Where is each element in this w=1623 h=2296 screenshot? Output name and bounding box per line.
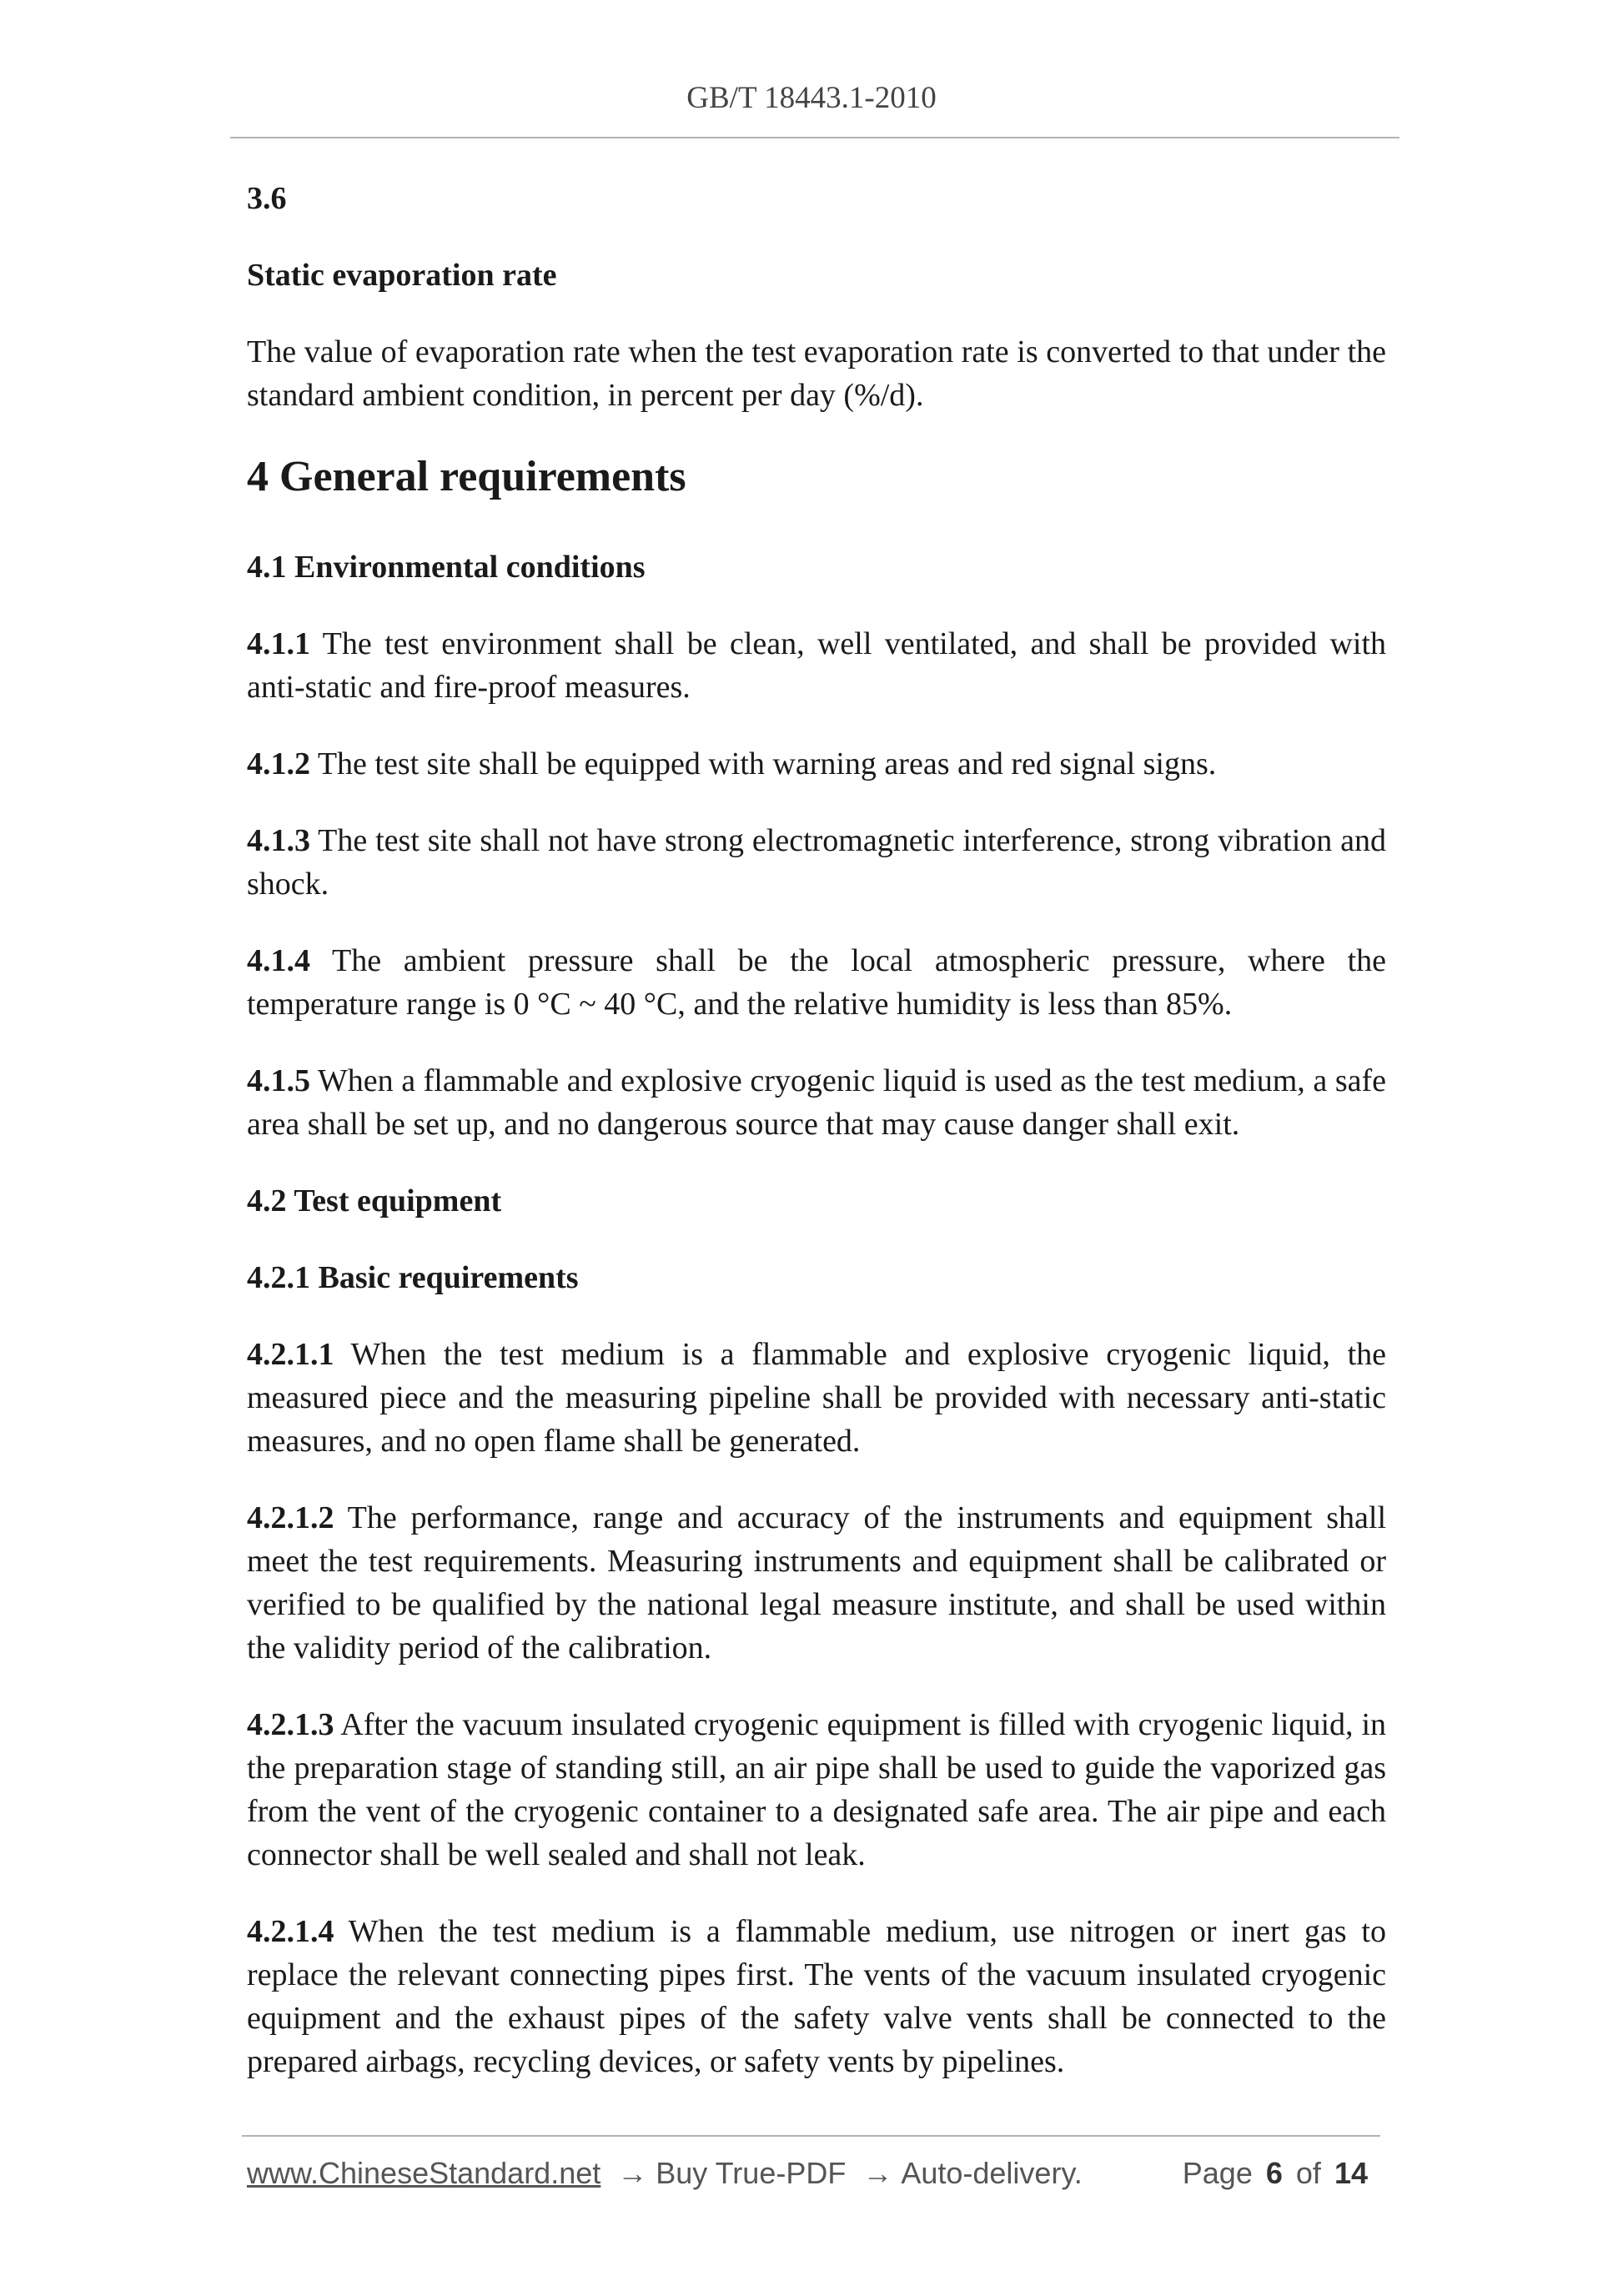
clause-number: 4.2.1.4 xyxy=(247,1914,334,1949)
document-header-title: GB/T 18443.1-2010 xyxy=(686,81,937,115)
clause-paragraph xyxy=(247,939,1386,1026)
clause-number: 4.1.3 xyxy=(247,823,310,858)
page-current: 6 xyxy=(1265,2156,1283,2190)
clause-paragraph xyxy=(247,1496,1386,1670)
clause-text: When the test medium is a flammable and explosive cryogenic liquid, the measured piece and the measuring pipeline shall be provided with necessary anti-static measures, and no open flame shall be generated. xyxy=(247,1337,1386,1459)
term-heading: Static evaporation rate xyxy=(247,258,557,293)
page-total: 14 xyxy=(1334,2156,1368,2190)
right-arrow-icon: → xyxy=(862,2156,893,2190)
subsection-heading: 4.2.1 Basic requirements xyxy=(247,1260,579,1295)
header-divider xyxy=(230,137,1399,138)
clause-text: The test site shall be equipped with warning areas and red signal signs. xyxy=(310,746,1217,781)
clause-number: 4.1.1 xyxy=(247,626,310,661)
clause-paragraph xyxy=(247,1059,1386,1146)
footer-divider xyxy=(242,2135,1380,2137)
clause-paragraph xyxy=(247,742,1386,786)
clause-text: After the vacuum insulated cryogenic equipment is filled with cryogenic liquid, in the preparation stage of standing still, an air pipe shall be used to guide the vaporized gas from the vent of the cryogenic container to a designated safe area. The air pipe and each connector shall be well sealed and shall not leak. xyxy=(247,1707,1386,1872)
subsection-heading: 4.1 Environmental conditions xyxy=(247,550,646,585)
page-indicator xyxy=(1183,2156,1373,2191)
clause-text: The ambient pressure shall be the local atmospheric pressure, where the temperature range is 0 °C ~ 40 °C, and the relative humidity is less than 85%. xyxy=(247,943,1386,1022)
subsection-heading: 4.2 Test equipment xyxy=(247,1183,502,1218)
clause-number: 4.2.1.1 xyxy=(247,1337,334,1372)
buy-pdf-text: Buy True-PDF xyxy=(656,2156,847,2190)
page-footer xyxy=(247,2156,1386,2191)
clause-text: The performance, range and accuracy of the instruments and equipment shall meet the test requirements. Measuring instruments and equipment shall be calibrated or verified to be qualified by the national legal measure institute, and shall be used within the validity period of the calibration. xyxy=(247,1500,1386,1665)
clause-paragraph xyxy=(247,1333,1386,1463)
page-label: Page xyxy=(1182,2156,1253,2190)
section-heading: 4 General requirements xyxy=(247,453,686,500)
term-definition: The value of evaporation rate when the test evaporation rate is converted to that under the standard ambient condition, in percent per day (%/d). xyxy=(247,334,1386,413)
clause-number: 4.1.2 xyxy=(247,746,310,781)
clause-paragraph xyxy=(247,1703,1386,1876)
clause-paragraph xyxy=(247,819,1386,906)
right-arrow-icon: → xyxy=(617,2156,648,2190)
document-body xyxy=(247,177,1386,2117)
clause-number: 4.2.1.3 xyxy=(247,1707,334,1742)
clause-number: 3.6 xyxy=(247,181,287,216)
delivery-text: Auto-delivery. xyxy=(901,2156,1083,2190)
page-of-label: of xyxy=(1295,2156,1321,2190)
clause-text: When a flammable and explosive cryogenic liquid is used as the test medium, a safe area shall be set up, and no dangerous source that may cause danger shall exit. xyxy=(247,1063,1386,1142)
clause-number: 4.2.1.2 xyxy=(247,1500,334,1535)
clause-number: 4.1.4 xyxy=(247,943,310,978)
clause-text: The test environment shall be clean, well ventilated, and shall be provided with anti-static and fire-proof measures. xyxy=(247,626,1386,705)
clause-text: When the test medium is a flammable medium, use nitrogen or inert gas to replace the relevant connecting pipes first. The vents of the vacuum insulated cryogenic equipment and the exhaust pipes of the safety valve vents shall be connected to the prepared airbags, recycling devices, or safety vents by pipelines. xyxy=(247,1914,1386,2079)
clause-text: The test site shall not have strong electromagnetic interference, strong vibration and shock. xyxy=(247,823,1386,902)
clause-number: 4.1.5 xyxy=(247,1063,310,1098)
website-link[interactable]: www.ChineseStandard.net xyxy=(247,2156,601,2190)
clause-paragraph xyxy=(247,1910,1386,2083)
clause-paragraph xyxy=(247,622,1386,709)
